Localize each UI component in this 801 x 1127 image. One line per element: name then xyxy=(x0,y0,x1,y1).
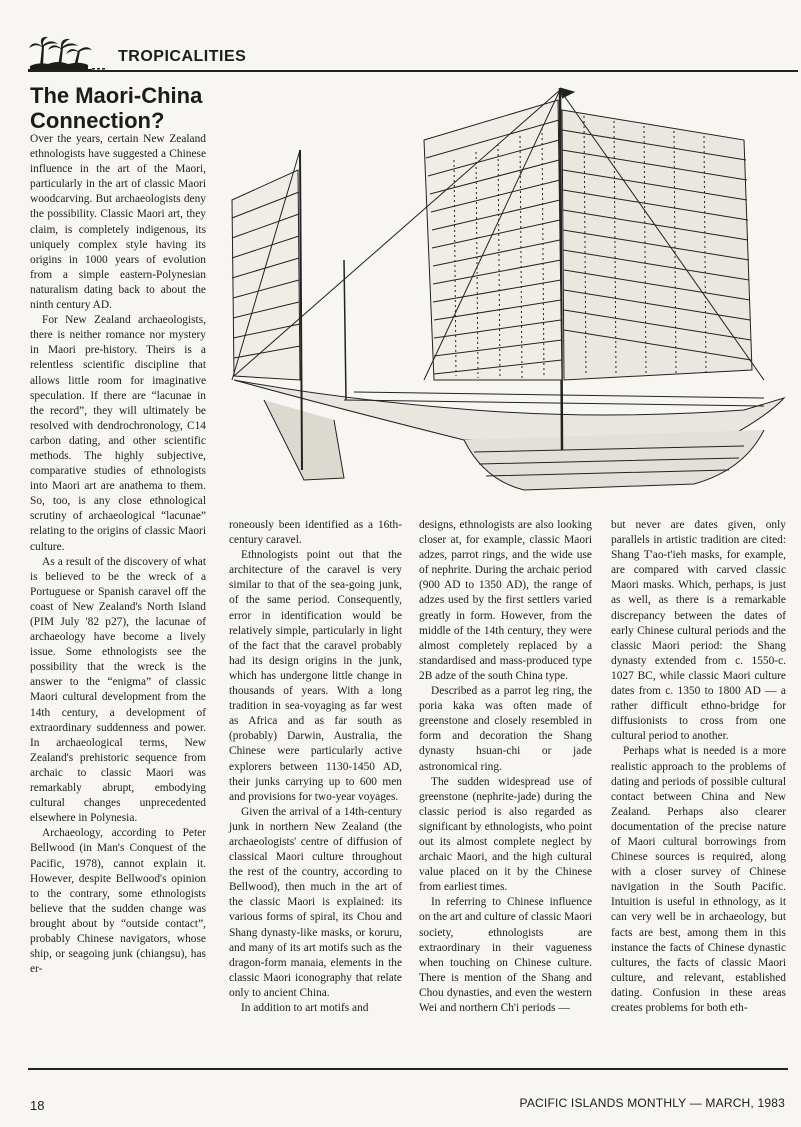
section-header xyxy=(28,36,798,76)
paragraph: For New Zealand archaeologists, there is neither romance nor mystery in Maori pre-history. Theirs is a relentless scientific discipline that allows little room for imaginative speculation. If there are “lacunae in the record”, they will ultimately be resolved with dendrochronology, C14 carbon dating, and other scientific methods. The highly subjective, comparative studies of ethnologists into Maori art are anathema to them. So, too, is any close ethnological scrutiny of archaeological “lacunae” relating to the origins of classic Maori culture. xyxy=(30,314,206,553)
article-headline: The Maori-China Connection? xyxy=(30,83,203,133)
palm-trees-icon xyxy=(28,36,106,72)
paragraph: designs, ethnologists are also looking closer at, for example, classic Maori adzes, parrot rings, and the wide use of nephrite. During the archaic period (900 AD to 1350 AD), the range of adzes used by the first settlers varied greatly in form. However, from the middle of the 14th century, they were almost completely replaced by a standardised and mass-produced type 2B adze of the south China type. xyxy=(419,519,592,682)
header-rule xyxy=(28,70,798,72)
paragraph: In addition to art motifs and xyxy=(241,1002,369,1014)
paragraph: Archaeology, according to Peter Bellwood (in Man's Conquest of the Pacific, 1978), cannot explain it. However, despite Bellwood's opinion to the contrary, some ethnologists believe that the sudden change was brought about by “outside contact”, probably Chinese navigators, whose ship, or seagoing junk (chiangsu), has er- xyxy=(30,827,206,976)
page-number: 18 xyxy=(30,1098,45,1113)
paragraph: The sudden widespread use of greenstone (nephrite-jade) during the classic period is also regarded as significant by ethnologists, who point out its almost complete neglect by archaic Maori, and the high cultural value placed on it by the Chinese from earliest times. xyxy=(419,775,592,894)
paragraph: Over the years, certain New Zealand ethnologists have suggested a Chinese influence in the art of the Maori, particularly in the art of classic Maori woodcarving. But archaeologists deny the possibility. Classic Maori art, they claim, is completely indigenous, its uniquely complex style having its origins in 1000 years of evolution from a simple eastern-Polynesian naturalism dating back to about the ninth century AD. xyxy=(30,133,206,312)
section-title: TROPICALITIES xyxy=(118,48,247,65)
article-column-1 xyxy=(30,132,206,977)
paragraph: but never are dates given, only parallels in artistic tradition are cited: Shang T'ao-t'ieh masks, for example, are compared with carved classic Maori masks. Which, perhaps, is just as well, as there is a remarkable discrepancy between the dates of early Chinese cultural periods and the classic Maori period: the Shang dynasty extended from c. 1550-c. 1027 BC, while classic Maori culture dates from c. 1350 to 1800 AD — a rather difficult ethno-bridge for diffusionists to cross from one cultural period to another. xyxy=(611,519,786,743)
paragraph: Described as a parrot leg ring, the poria kaka was often made of greenstone and closely resembled in form and decoration the Shang dynasty hsuan-chi or jade astronomical ring. xyxy=(419,685,592,773)
publication-footer: PACIFIC ISLANDS MONTHLY — MARCH, 1983 xyxy=(519,1096,785,1110)
paragraph: In referring to Chinese influence on the art and culture of classic Maori society, ethnologists are extraordinary in their vagueness when touching on Chinese culture. There is mention of the Shang and Chou dynasties, and even the western Wei and northern Ch'i periods — xyxy=(419,896,593,1014)
paragraph: As a result of the discovery of what is believed to be the wreck of a Portuguese or Spanish caravel off the coast of New Zealand's North Island (PIM July '82 p27), the lacunae of archaeology have become a lively issue. Some ethnologists see the possibility that the wreck is the answer to the “enigma” of classic Maori cultural development from the 14th century, a development of extraordinary suddenness and power. In archaeological terms, New Zealand's prehistoric sequence from archaic to classic Maori was remarkably abrupt, embodying cultural changes unprecedented elsewhere in Polynesia. xyxy=(30,555,206,825)
paragraph: Given the arrival of a 14th-century junk in northern New Zealand (the archaeologists' centre of diffusion of classical Maori culture throughout the rest of the country, according to Bellwood), then much in the art of the classic Maori is explained: its various forms of spiral, its Chou and Shang dynasty-like masks, or koruru, and many of its art motifs such as the dragon-form manaia, elements in the classic Maori iconography that relate only to ancient China. xyxy=(229,805,402,999)
paragraph: Ethnologists point out that the architecture of the caravel is very similar to that of the sea-going junk, of the same period. Consequently, error in identification would be relatively simple, particularly in light of the fact that the caravel probably had its design origins in the junk, which has undergone little change in thousands of years. With a long tradition in sea-voyaging as far west as Africa and as far south as (probably) Darwin, Australia, the Chinese were particularly active explorers between 1130-1450 AD, their junks carrying up to 600 men and provisions for two-year voyages. xyxy=(229,549,402,803)
article-column-3 xyxy=(419,518,592,1016)
article-column-2 xyxy=(229,518,402,1016)
chinese-junk-ship-icon xyxy=(224,80,788,506)
paragraph: roneously been identified as a 16th-century caravel. xyxy=(229,519,402,547)
article-column-4 xyxy=(611,518,786,1016)
paragraph: Perhaps what is needed is a more realistic approach to the problems of dating and periods of possible cultural contact between China and New Zealand. Perhaps also clearer documentation of the precise nature of Maori cultural borrowings from Chinese sources is required, along with a closer survey of Chinese navigation in the South Pacific. Intuition is useful in ethnology, as it can very well be in archaeology, but facts are best, among them in this instance the facts of Chinese dynastic cultures, the facts of classic Maori culture, and relevant, established dating. Confusion in these areas creates problems for both eth- xyxy=(611,745,786,1014)
footer-rule xyxy=(28,1068,788,1070)
